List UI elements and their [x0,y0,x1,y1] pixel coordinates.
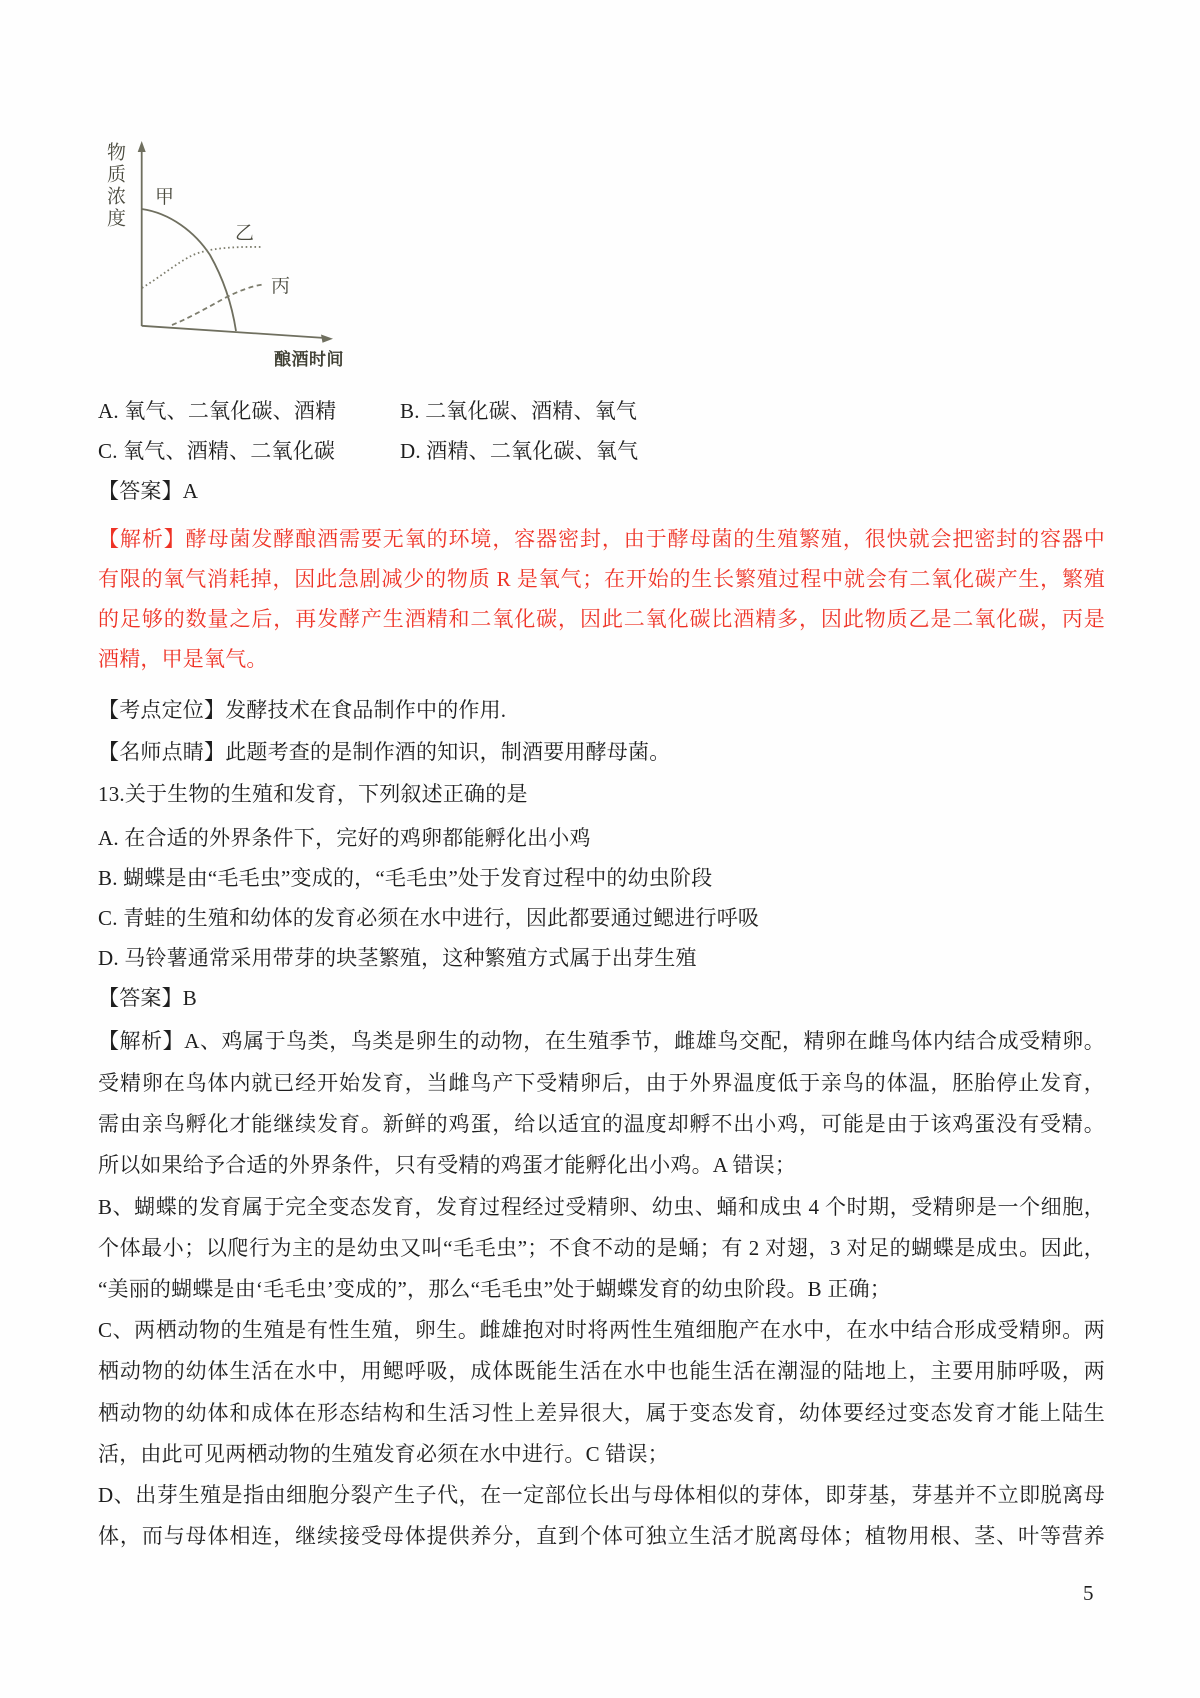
q13-option-b: B. 蝴蝶是由“毛毛虫”变成的，“毛毛虫”处于发育过程中的幼虫阶段 [98,866,713,890]
q12-exam-point: 【考点定位】发酵技术在食品制作中的作用. [98,698,507,722]
q13-analysis-line: D、出芽生殖是指由细胞分裂产生子代，在一定部位长出与母体相似的芽体，即芽基，芽基并不立即脱离母 [98,1483,1105,1507]
q13-analysis-line: 栖动物的幼体和成体在形态结构和生活习性上差异很大，属于变态发育，幼体要经过变态发育才能上陆生 [98,1401,1105,1425]
q12-option-a: A. 氧气、二氧化碳、酒精 [98,399,337,423]
q13-option-c: C. 青蛙的生殖和幼体的发育必须在水中进行，因此都要通过鳃进行呼吸 [98,906,760,930]
q13-option-d: D. 马铃薯通常采用带芽的块茎繁殖，这种繁殖方式属于出芽生殖 [98,946,697,970]
x-axis-arrow-icon [321,335,333,343]
q12-analysis-line: 的足够的数量之后，再发酵产生酒精和二氧化碳，因此二氧化碳比酒精多，因此物质乙是二氧化碳，丙是 [98,607,1105,631]
q12-teacher-tip: 【名师点睛】此题考查的是制作酒的知识，制酒要用酵母菌。 [98,740,671,764]
curve-label-jia: 甲 [155,187,175,208]
q12-analysis-line: 【解析】酵母菌发酵酿酒需要无氧的环境，容器密封，由于酵母菌的生殖繁殖，很快就会把密封的容器中 [98,527,1105,551]
page-number: 5 [1083,1581,1094,1605]
curve-bing [172,285,263,326]
q13-analysis-line: 体，而与母体相连，继续接受母体提供养分，直到个体可独立生活才脱离母体；植物用根、茎、叶等营养 [98,1524,1105,1548]
q13-analysis-line: 栖动物的幼体生活在水中，用鳃呼吸，成体既能生活在水中也能生活在潮湿的陆地上，主要用肺呼吸，两 [98,1359,1105,1383]
curve-label-bing: 丙 [271,276,291,297]
q13-analysis-line: “美丽的蝴蝶是由‘毛毛虫’变成的”，那么“毛毛虫”处于蝴蝶发育的幼虫阶段。B 正确； [98,1277,891,1301]
q13-stem: 13.关于生物的生殖和发育，下列叙述正确的是 [98,782,528,806]
q13-analysis-line: 需由亲鸟孵化才能继续发育。新鲜的鸡蛋，给以适宜的温度却孵不出小鸡，可能是由于该鸡蛋没有受精。 [98,1112,1105,1136]
chart-x-axis-label: 酿酒时间 [274,350,344,369]
q12-option-c: C. 氧气、酒精、二氧化碳 [98,439,336,463]
curve-label-yi: 乙 [235,223,255,244]
q12-option-d: D. 酒精、二氧化碳、氧气 [400,439,639,463]
q13-analysis-line: B、蝴蝶的发育属于完全变态发育，发育过程经过受精卵、幼虫、蛹和成虫 4 个时期，受精卵是一个细胞， [98,1195,1105,1219]
q13-analysis-line: 活，由此可见两栖动物的生殖发育必须在水中进行。C 错误； [98,1442,669,1466]
chart-y-axis-label: 物质浓度 [104,142,125,230]
q12-analysis-line: 有限的氧气消耗掉，因此急剧减少的物质 R 是氧气；在开始的生长繁殖过程中就会有二氧化碳产生，繁殖 [98,567,1105,591]
q13-analysis-line: C、两栖动物的生殖是有性生殖，卵生。雌雄抱对时将两性生殖细胞产在水中，在水中结合形成受精卵。两 [98,1318,1105,1342]
q13-answer: 【答案】B [98,986,198,1010]
x-axis [142,326,325,338]
curve-jia [142,209,236,331]
q12-analysis-line: 酒精，甲是氧气。 [98,647,268,671]
y-axis-arrow-icon [138,141,146,152]
q13-option-a: A. 在合适的外界条件下，完好的鸡卵都能孵化出小鸡 [98,826,591,850]
q12-answer: 【答案】A [98,479,199,503]
q13-analysis-line: 受精卵在鸟体内就已经开始发育，当雌鸟产下受精卵后，由于外界温度低于亲鸟的体温，胚胎停止发育， [98,1071,1105,1095]
curve-yi [142,247,263,288]
q13-analysis-line: 【解析】A、鸡属于鸟类，鸟类是卵生的动物，在生殖季节，雌雄鸟交配，精卵在雌鸟体内结合成受精卵。 [98,1029,1105,1053]
q12-option-b: B. 二氧化碳、酒精、氧气 [400,399,638,423]
fermentation-substance-chart [95,120,345,370]
q13-analysis-line: 所以如果给予合适的外界条件，只有受精的鸡蛋才能孵化出小鸡。A 错误； [98,1153,797,1177]
q13-analysis-line: 个体最小；以爬行为主的是幼虫又叫“毛毛虫”；不食不动的是蛹；有 2 对翅，3 对足的蝴蝶是成虫。因此， [98,1236,1105,1260]
